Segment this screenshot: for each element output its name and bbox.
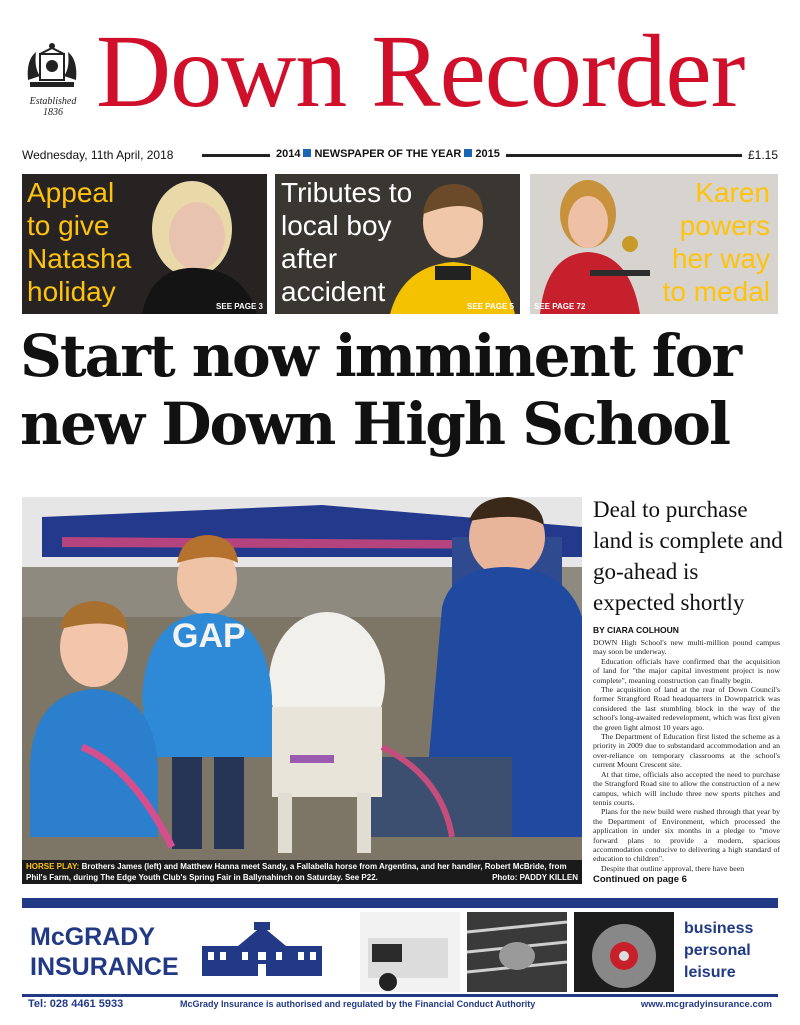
story-body: DOWN High School's new multi-million pound campus may soon be underway. Education officials have confirmed that the acquisition of land for "the major capital investment project is now complete", meaning construction can finally begin. The acquisition of land at the rear of Down Council's former Strangford Road headquarters in Downpatrick was considered the last stumbling block in the way of the school's long-awaited redevelopment, which was first given the green light almost 10 years ago. The Department of Education first listed the scheme as a priority in 2009 due to substandard accommodation and an over-reliance on temporary classrooms at the school's current Mount Crescent site. At that time, officials also accepted the need to purchase the Strangford Road site to allow the construction of a new campus, which will include three new sports pitches and tennis courts. Plans for the new build were rushed through that year by the Department of Environment, which processed the application in under six months in a pledge to "move forward plans to provide a modern, spacious accommodation conducive to delivering a high standard of education to children". Despite that outline approval, there have been [593, 638, 780, 873]
continued-link[interactable]: Continued on page 6 [593, 874, 687, 885]
main-headline: Start now imminent for new Down High School [20, 322, 740, 458]
main-photo [22, 497, 582, 883]
livestock-image [467, 912, 567, 992]
blue-square-icon [303, 149, 311, 157]
teaser-tributes[interactable] [275, 174, 520, 314]
advert-top-bar [22, 898, 778, 908]
blue-square-icon [464, 149, 472, 157]
car-wheel-image [574, 912, 674, 992]
building-icon [202, 922, 322, 978]
photo-caption: HORSE PLAY: Brothers James (left) and Matthew Hanna meet Sandy, a Fallabella horse from Argentina, and her handler, Robert McBride, from Phil's Farm, during The Edge Youth Club's Spring Fair in Ballynahinch on Saturday. See P22. Photo: PADDY KILLEN [22, 860, 582, 884]
teaser-natasha[interactable] [22, 174, 267, 314]
award-banner: 2014 NEWSPAPER OF THE YEAR 2015 [270, 148, 506, 160]
teaser-headline: Karen powers her way to medal [662, 177, 770, 307]
teaser-headline: Tributes to local boy after accident [281, 177, 413, 307]
date-bar [22, 146, 778, 166]
teaser-karen[interactable] [530, 174, 778, 314]
teaser-headline: Appeal to give Natasha holiday [27, 177, 132, 307]
svg-text:GAP: GAP [172, 617, 246, 655]
see-page-link[interactable]: SEE PAGE 72 [534, 302, 586, 311]
photo-fair-scene [22, 497, 582, 883]
cover-price: £1.15 [742, 148, 778, 162]
insurance-advert[interactable] [22, 898, 778, 1016]
sub-headline: Deal to purchase land is complete and go-ahead is expected shortly [593, 497, 783, 615]
see-page-link[interactable]: SEE PAGE 5 [467, 302, 514, 311]
truck-image [360, 912, 460, 992]
see-page-link[interactable]: SEE PAGE 3 [216, 302, 263, 311]
advert-phone[interactable]: Tel: 028 4461 5933 [28, 998, 124, 1010]
byline: BY CIARA COLHOUN [593, 625, 679, 635]
established-note: Established 1836 [29, 96, 77, 118]
issue-date: Wednesday, 11th April, 2018 [22, 148, 179, 162]
crest-logo [22, 40, 82, 96]
masthead-title: Down Recorder [96, 14, 745, 129]
advert-tags: business personal leisure [684, 920, 754, 981]
advert-website-link[interactable]: www.mcgradyinsurance.com [640, 999, 772, 1010]
advert-brand: McGRADY INSURANCE [30, 923, 179, 981]
advert-regulation: McGrady Insurance is authorised and regulated by the Financial Conduct Authority [180, 999, 536, 1009]
